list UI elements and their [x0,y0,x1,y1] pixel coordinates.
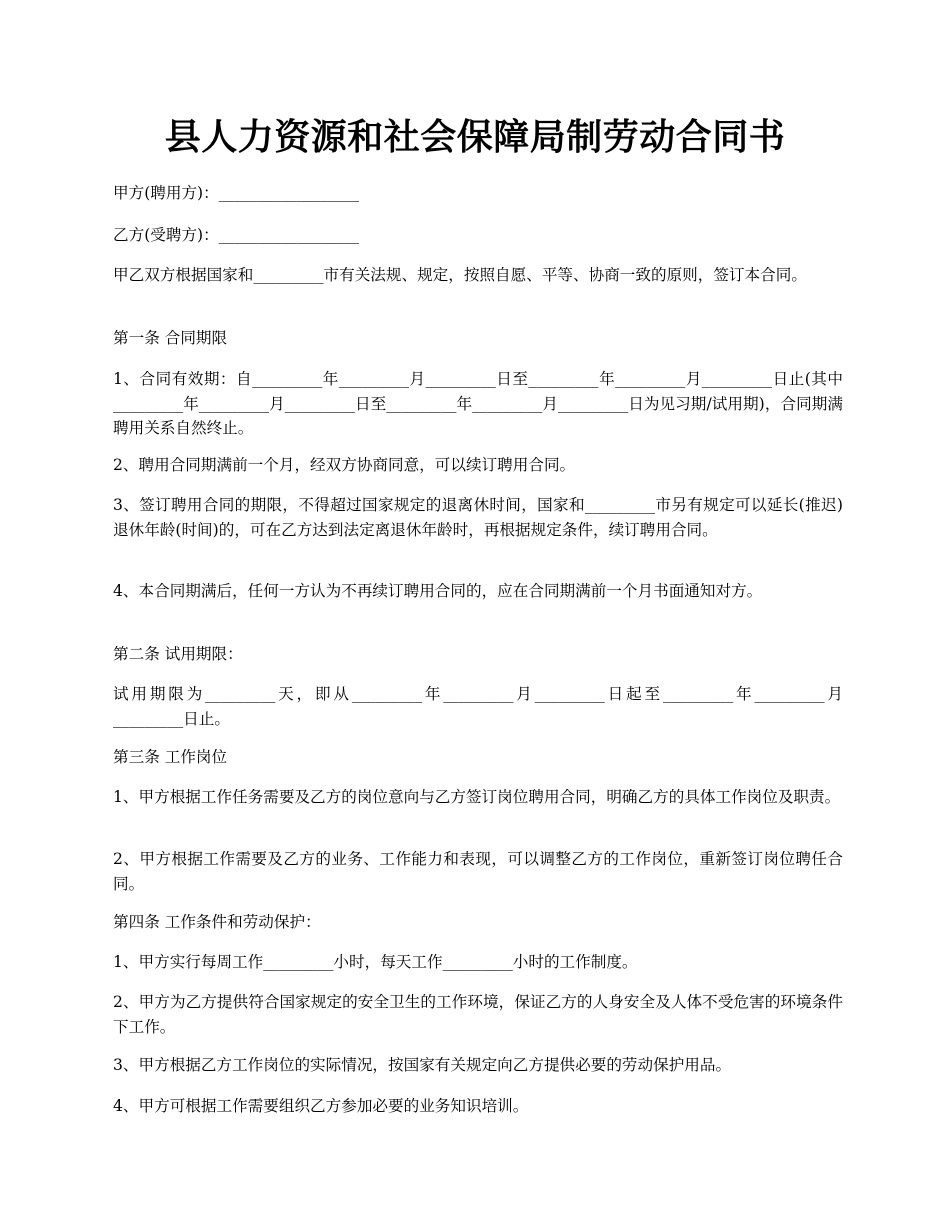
article-1-clause-1: 1、合同有效期：自_________年_________月_________日至_________年_________月_________日止(其中_________年_________月_________日至_________年_________月_________日为见习期/试用期)，合同期满聘用关系自然终止。 [113,370,843,437]
party-a-line: 甲方(聘用方)：__________________ [113,184,360,202]
article-1-heading: 第一条 合同期限 [113,329,228,347]
article-3-clause-1: 1、甲方根据工作任务需要及乙方的岗位意向与乙方签订岗位聘用合同，明确乙方的具体工作岗位及职责。 [113,788,841,806]
article-3-heading: 第三条 工作岗位 [113,748,228,766]
article-1-clause-2: 2、聘用合同期满前一个月，经双方协商同意，可以续订聘用合同。 [113,456,576,474]
article-4-clause-1: 1、甲方实行每周工作_________小时，每天工作_________小时的工作制度。 [113,953,638,971]
article-4-clause-2: 2、甲方为乙方提供符合国家规定的安全卫生的工作环境，保证乙方的人身安全及人体不受危害的环境条件下工作。 [113,993,843,1036]
article-3-clause-2: 2、甲方根据工作需要及乙方的业务、工作能力和表现，可以调整乙方的工作岗位，重新签订岗位聘任合同。 [113,850,843,893]
article-4-heading: 第四条 工作条件和劳动保护： [113,913,321,931]
article-1-clause-4: 4、本合同期满后，任何一方认为不再续订聘用合同的，应在合同期满前一个月书面通知对方。 [113,582,763,600]
probation-paragraph: 试用期限为_________天，即从_________年_________月_________日起至_________年_________月_________日止。 [113,685,843,728]
article-4-clause-4: 4、甲方可根据工作需要组织乙方参加必要的业务知识培训。 [113,1097,529,1115]
article-4-clause-3: 3、甲方根据乙方工作岗位的实际情况，按国家有关规定向乙方提供必要的劳动保护用品。 [113,1056,732,1074]
document-title: 县人力资源和社会保障局制劳动合同书 [164,116,786,158]
preamble-paragraph: 甲乙双方根据国家和_________市有关法规、规定，按照自愿、平等、协商一致的原则，签订本合同。 [113,266,807,284]
party-b-line: 乙方(受聘方)：__________________ [113,226,360,244]
article-1-clause-3: 3、签订聘用合同的期限，不得超过国家规定的退离休时间，国家和_________市另有规定可以延长(推迟)退休年龄(时间)的，可在乙方达到法定离退休年龄时，再根据规定条件，续订聘用合同。 [113,496,843,539]
article-2-heading: 第二条 试用期限： [113,645,243,663]
